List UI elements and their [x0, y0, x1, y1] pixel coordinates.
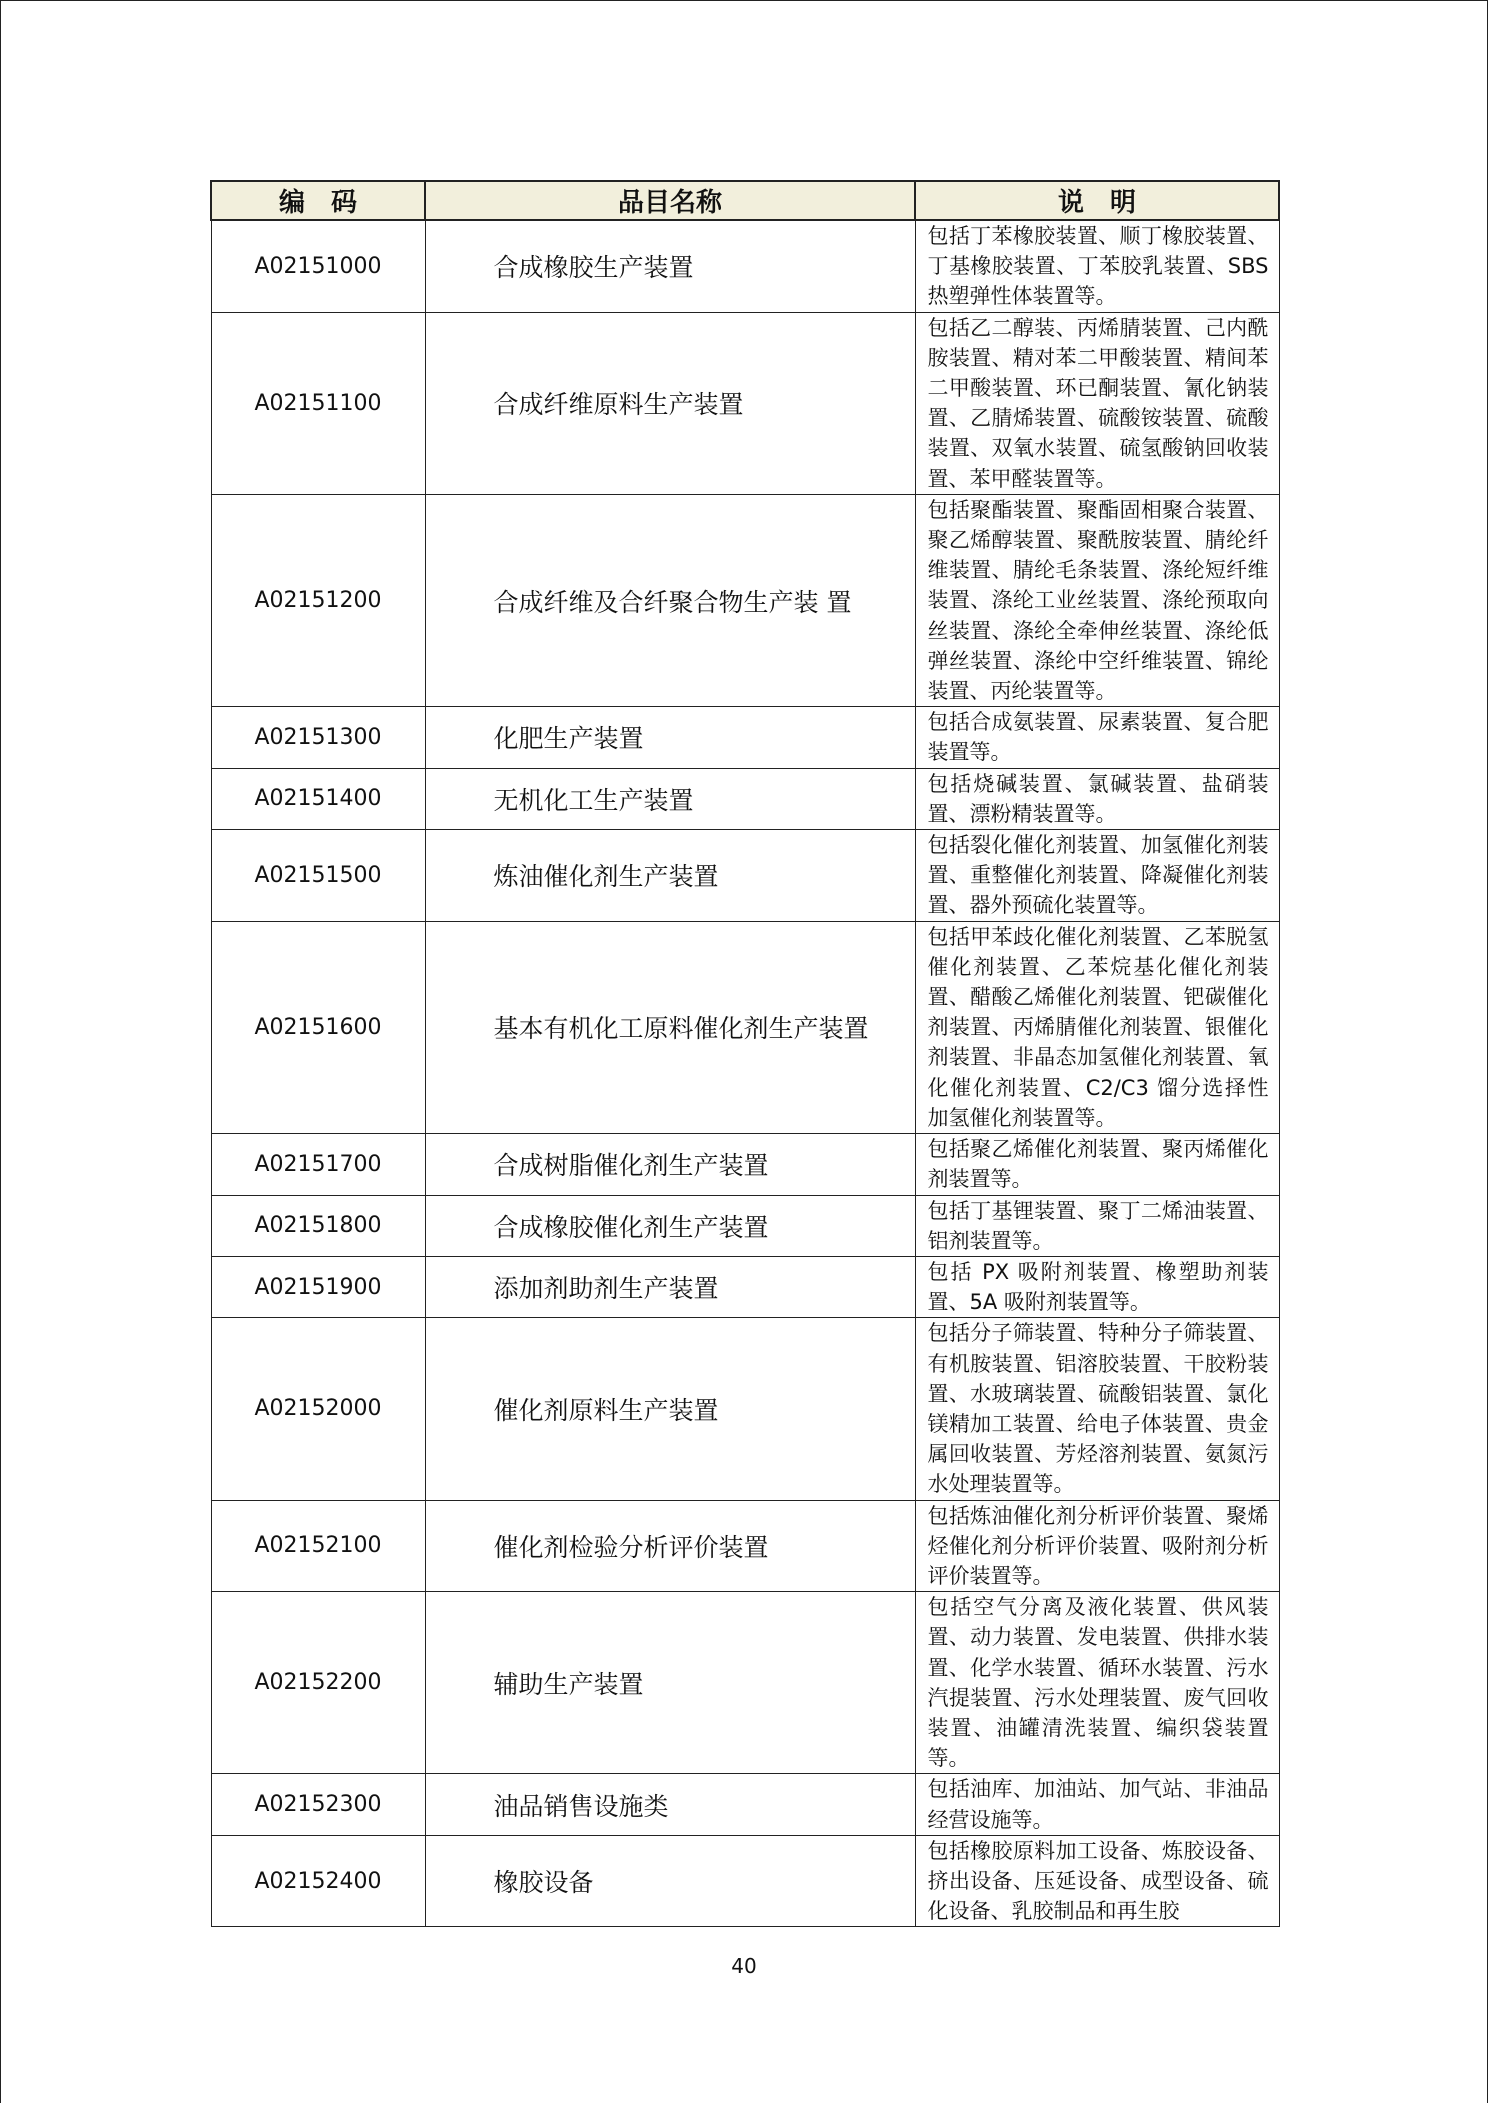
- row-name: 炼油催化剂生产装置: [425, 830, 915, 922]
- row-code: A02151200: [211, 494, 425, 706]
- row-name: 化肥生产装置: [425, 707, 915, 768]
- table-row: [211, 220, 1279, 312]
- catalog-table: [210, 180, 1280, 1927]
- row-desc: 包括聚酯装置、聚酯固相聚合装置、聚乙烯醇装置、聚酰胺装置、腈纶纤维装置、腈纶毛条装置、涤纶短纤维装置、涤纶工业丝装置、涤纶预取向丝装置、涤纶全牵伸丝装置、涤纶低弹丝装置、涤纶中空纤维装置、锦纶装置、丙纶装置等。: [915, 494, 1279, 706]
- row-code: A02151900: [211, 1256, 425, 1317]
- table-row: [211, 494, 1279, 706]
- row-desc: 包括丁基锂装置、聚丁二烯油装置、铝剂装置等。: [915, 1195, 1279, 1256]
- table-row: [211, 768, 1279, 829]
- table-row: [211, 1500, 1279, 1592]
- row-desc: 包括橡胶原料加工设备、炼胶设备、挤出设备、压延设备、成型设备、硫化设备、乳胶制品和再生胶: [915, 1835, 1279, 1927]
- row-desc: 包括合成氨装置、尿素装置、复合肥装置等。: [915, 707, 1279, 768]
- row-name: 橡胶设备: [425, 1835, 915, 1927]
- row-desc: 包括甲苯歧化催化剂装置、乙苯脱氢催化剂装置、乙苯烷基化催化剂装置、醋酸乙烯催化剂装置、钯碳催化剂装置、丙烯腈催化剂装置、银催化剂装置、非晶态加氢催化剂装置、氧化催化剂装置、C2/C3 馏分选择性加氢催化剂装置等。: [915, 921, 1279, 1133]
- row-name: 辅助生产装置: [425, 1592, 915, 1774]
- row-name: 合成橡胶生产装置: [425, 220, 915, 312]
- row-code: A02151300: [211, 707, 425, 768]
- table-row: [211, 312, 1279, 494]
- row-code: A02151400: [211, 768, 425, 829]
- row-name: 添加剂助剂生产装置: [425, 1256, 915, 1317]
- row-code: A02152100: [211, 1500, 425, 1592]
- table-row: [211, 1195, 1279, 1256]
- row-code: A02151500: [211, 830, 425, 922]
- row-code: A02152400: [211, 1835, 425, 1927]
- table-header-row: [211, 181, 1279, 220]
- table-row: [211, 830, 1279, 922]
- row-name: 合成纤维原料生产装置: [425, 312, 915, 494]
- row-desc: 包括乙二醇装、丙烯腈装置、己内酰胺装置、精对苯二甲酸装置、精间苯二甲酸装置、环已酮装置、氰化钠装置、乙腈烯装置、硫酸铵装置、硫酸装置、双氧水装置、硫氢酸钠回收装置、苯甲醛装置等。: [915, 312, 1279, 494]
- table-row: [211, 921, 1279, 1133]
- row-desc: 包括分子筛装置、特种分子筛装置、有机胺装置、铝溶胶装置、干胶粉装置、水玻璃装置、硫酸铝装置、氯化镁精加工装置、给电子体装置、贵金属回收装置、芳烃溶剂装置、氨氮污水处理装置等。: [915, 1318, 1279, 1500]
- table-row: [211, 1592, 1279, 1774]
- header-code: 编 码: [211, 181, 425, 220]
- row-desc: 包括裂化催化剂装置、加氢催化剂装置、重整催化剂装置、降凝催化剂装置、器外预硫化装置等。: [915, 830, 1279, 922]
- row-code: A02152200: [211, 1592, 425, 1774]
- table-row: [211, 1835, 1279, 1927]
- header-name: 品目名称: [425, 181, 915, 220]
- row-code: A02151800: [211, 1195, 425, 1256]
- row-code: A02151600: [211, 921, 425, 1133]
- row-desc: 包括聚乙烯催化剂装置、聚丙烯催化剂装置等。: [915, 1134, 1279, 1195]
- row-name: 合成纤维及合纤聚合物生产装 置: [425, 494, 915, 706]
- row-name: 催化剂原料生产装置: [425, 1318, 915, 1500]
- row-desc: 包括炼油催化剂分析评价装置、聚烯烃催化剂分析评价装置、吸附剂分析评价装置等。: [915, 1500, 1279, 1592]
- row-code: A02151000: [211, 220, 425, 312]
- row-desc: 包括空气分离及液化装置、供风装置、动力装置、发电装置、供排水装置、化学水装置、循环水装置、污水汽提装置、污水处理装置、废气回收装置、油罐清洗装置、编织袋装置等。: [915, 1592, 1279, 1774]
- row-code: A02151100: [211, 312, 425, 494]
- row-name: 基本有机化工原料催化剂生产装置: [425, 921, 915, 1133]
- row-name: 油品销售设施类: [425, 1774, 915, 1835]
- table-row: [211, 1318, 1279, 1500]
- row-code: A02152000: [211, 1318, 425, 1500]
- row-name: 无机化工生产装置: [425, 768, 915, 829]
- row-name: 合成橡胶催化剂生产装置: [425, 1195, 915, 1256]
- row-code: A02152300: [211, 1774, 425, 1835]
- row-name: 催化剂检验分析评价装置: [425, 1500, 915, 1592]
- page-number: 40: [731, 1954, 757, 1978]
- row-code: A02151700: [211, 1134, 425, 1195]
- row-desc: 包括丁苯橡胶装置、顺丁橡胶装置、丁基橡胶装置、丁苯胶乳装置、SBS 热塑弹性体装置等。: [915, 220, 1279, 312]
- row-desc: 包括 PX 吸附剂装置、橡塑助剂装置、5A 吸附剂装置等。: [915, 1256, 1279, 1317]
- table-row: [211, 1774, 1279, 1835]
- row-desc: 包括油库、加油站、加气站、非油品经营设施等。: [915, 1774, 1279, 1835]
- row-name: 合成树脂催化剂生产装置: [425, 1134, 915, 1195]
- table-row: [211, 1256, 1279, 1317]
- header-desc: 说 明: [915, 181, 1279, 220]
- row-desc: 包括烧碱装置、氯碱装置、盐硝装置、漂粉精装置等。: [915, 768, 1279, 829]
- table-row: [211, 1134, 1279, 1195]
- table-row: [211, 707, 1279, 768]
